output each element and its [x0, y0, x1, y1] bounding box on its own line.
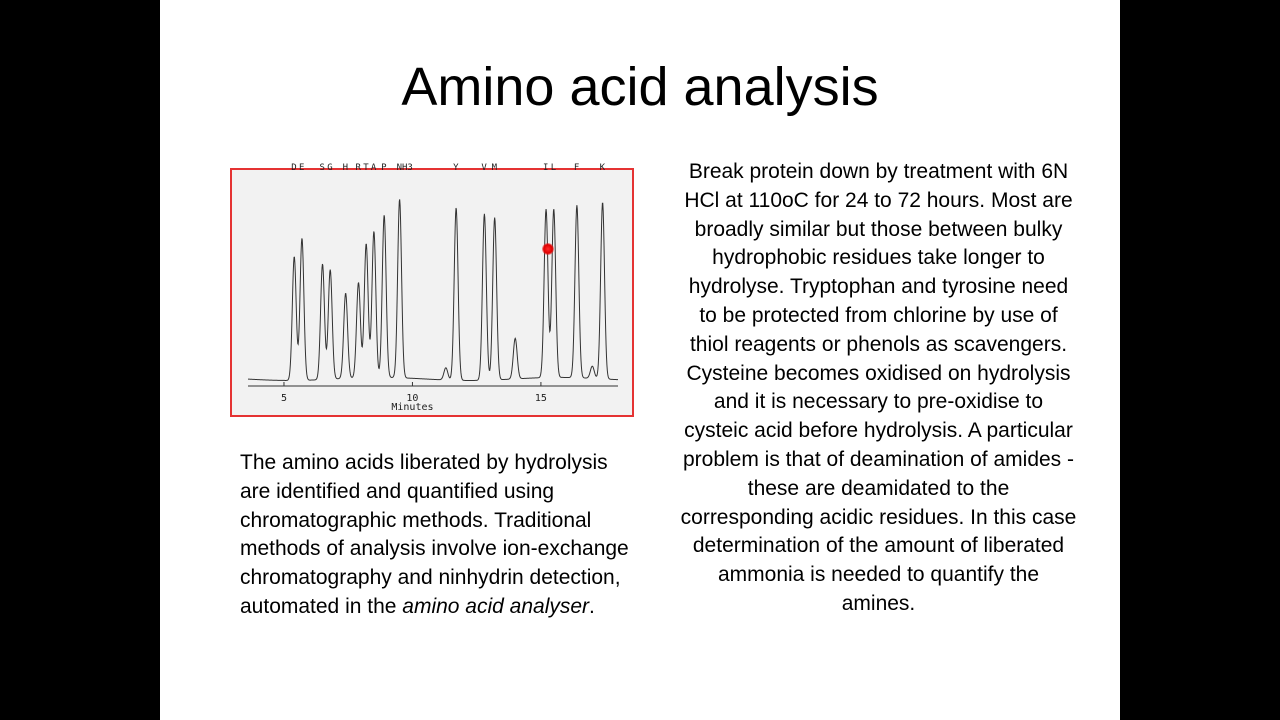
peak-label-l: L: [550, 163, 557, 173]
peak-label-nh3: NH3: [396, 163, 413, 173]
peak-label-e: E: [298, 163, 305, 173]
peak-label-t: T: [363, 163, 369, 173]
slide: [160, 0, 1120, 720]
x-tick-label-15: 15: [534, 393, 547, 404]
peak-label-h: H: [342, 163, 349, 173]
x-tick-label-5: 5: [280, 393, 287, 404]
peak-label-d: D: [291, 163, 297, 173]
peak-label-s: S: [319, 163, 325, 173]
peak-label-g: G: [327, 163, 333, 173]
chromatogram-figure: [230, 163, 634, 417]
peak-label-y: Y: [453, 163, 459, 173]
slide-title: Amino acid analysis: [401, 57, 879, 117]
left-paragraph-end: .: [589, 594, 595, 618]
peak-label-k: K: [599, 163, 606, 173]
peak-label-m: M: [491, 163, 498, 173]
right-paragraph: Break protein down by treatment with 6N HCl at 110oC for 24 to 72 hours. Most are broadly similar but those between bulky hydrophobic residues take longer to hydrolyse. Tryptophan and tyrosine need to be protected from chlorine by use of thiol reagents or phenols as scavengers. Cysteine becomes oxidised on hydrolysis and it is necessary to pre-oxidise to cysteic acid before hydrolysis. A particular problem is that of deamination of amides - these are deamidated to the corresponding acidic residues. In this case determination of the amount of liberated ammonia is needed to quantify the amines.: [680, 160, 1077, 615]
peak-label-r: R: [355, 163, 361, 173]
x-axis-label: Minutes: [391, 402, 434, 413]
x-tick-label-10: 10: [406, 393, 419, 404]
laser-pointer-dot: [542, 243, 554, 255]
peak-label-i: I: [543, 163, 549, 173]
left-paragraph-italic: amino acid analyser: [402, 594, 590, 618]
chromatogram-chart: [232, 163, 632, 415]
peak-label-v: V: [481, 163, 487, 173]
left-paragraph-text: The amino acids liberated by hydrolysis are identified and quantified using chromatographic methods. Traditional methods of analysis involve ion-exchange chromatography and ninhydrin detection, automated in the: [240, 451, 629, 618]
peak-label-f: F: [573, 163, 580, 173]
peak-label-p: P: [381, 163, 387, 173]
peak-label-a: A: [370, 163, 377, 173]
left-paragraph: [240, 449, 640, 622]
chromatogram-trace: [248, 199, 618, 380]
